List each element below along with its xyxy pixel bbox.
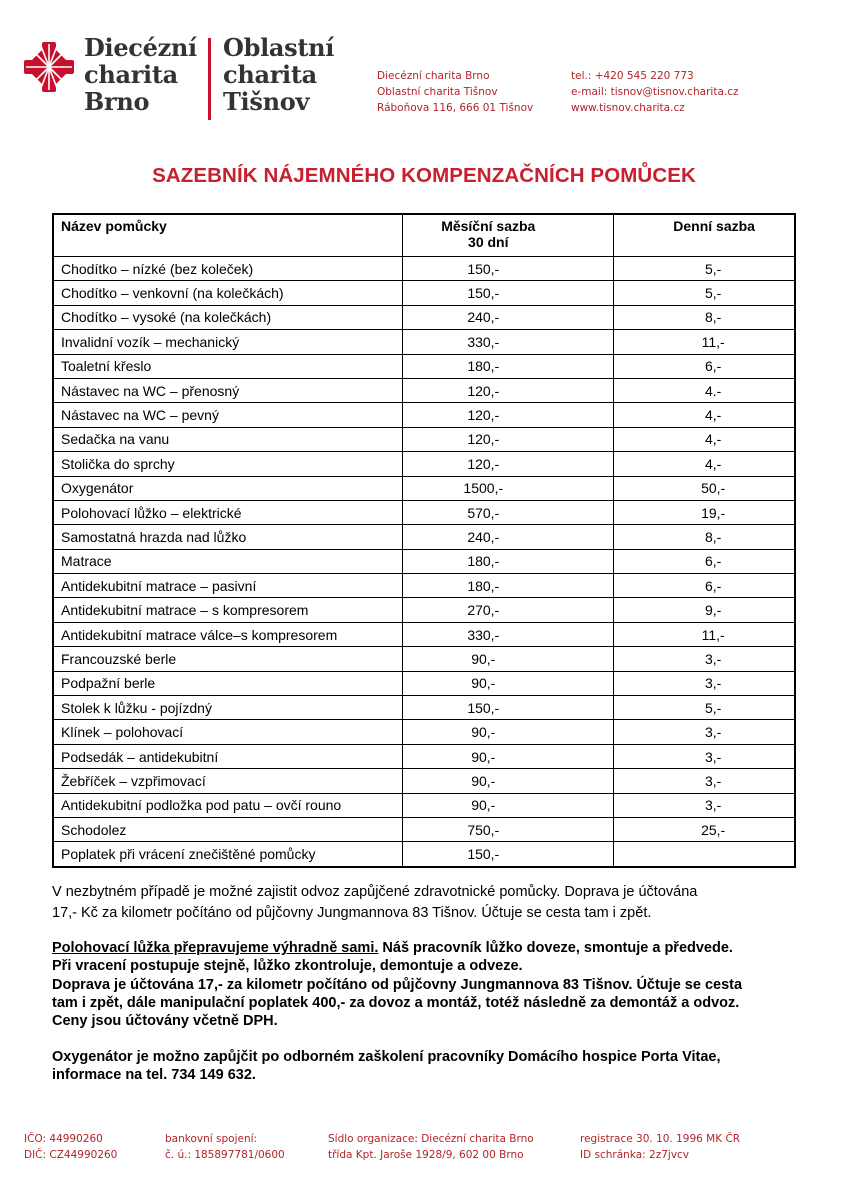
- page-title: SAZEBNÍK NÁJEMNÉHO KOMPENZAČNÍCH POMŮCEK: [152, 164, 696, 187]
- monthly-rate-cell: 120,-: [403, 452, 614, 476]
- monthly-rate-cell: 90,-: [403, 647, 614, 671]
- item-name-cell: Žebříček – vzpřimovací: [53, 769, 403, 793]
- daily-rate-cell: 3,-: [614, 769, 795, 793]
- daily-rate-cell: 50,-: [614, 476, 795, 500]
- table-row: [53, 257, 795, 281]
- footer-line: DIČ: CZ44990260: [24, 1149, 118, 1161]
- monthly-rate-cell: 90,-: [403, 744, 614, 768]
- monthly-rate-cell: 120,-: [403, 427, 614, 451]
- table-row: [53, 305, 795, 329]
- footer-line: Sídlo organizace: Diecézní charita Brno: [328, 1133, 534, 1145]
- note-line-rest: Náš pracovník lůžko doveze, smontuje a předvede.: [378, 940, 733, 956]
- note-line: Doprava je účtována 17,- za kilometr počítáno od půjčovny Jungmannova 83 Tišnov. Účtuje se cesta: [52, 976, 743, 993]
- footer-line: IČO: 44990260: [24, 1133, 103, 1145]
- table-row: [53, 500, 795, 524]
- item-name-cell: Antidekubitní matrace válce–s kompresorem: [53, 622, 403, 646]
- monthly-rate-cell: 90,-: [403, 769, 614, 793]
- monthly-rate-cell: 270,-: [403, 598, 614, 622]
- table-row: [53, 452, 795, 476]
- header-divider: [208, 38, 211, 120]
- monthly-rate-cell: 120,-: [403, 403, 614, 427]
- footer-bank: [165, 1131, 285, 1163]
- monthly-rate-cell: 240,-: [403, 525, 614, 549]
- monthly-rate-cell: 150,-: [403, 696, 614, 720]
- monthly-rate-cell: 90,-: [403, 793, 614, 817]
- item-name-cell: Stolek k lůžku - pojízdný: [53, 696, 403, 720]
- table-row: [53, 842, 795, 867]
- daily-rate-cell: 4,-: [614, 452, 795, 476]
- table-row: [53, 549, 795, 573]
- daily-rate-cell: 11,-: [614, 330, 795, 354]
- item-name-cell: Podpažní berle: [53, 671, 403, 695]
- note-line: Ceny jsou účtovány včetně DPH.: [52, 1013, 278, 1030]
- item-name-cell: Antidekubitní matrace – s kompresorem: [53, 598, 403, 622]
- item-name-cell: Poplatek při vrácení znečištěné pomůcky: [53, 842, 403, 867]
- daily-rate-cell: 3,-: [614, 793, 795, 817]
- item-name-cell: Nástavec na WC – pevný: [53, 403, 403, 427]
- phone-text: tel.: +420 545 220 773: [571, 70, 694, 82]
- table-row: [53, 354, 795, 378]
- table-header-row: [53, 214, 795, 257]
- org-name-diecezni: [84, 34, 197, 115]
- monthly-rate-cell: 90,-: [403, 720, 614, 744]
- header-contacts: [571, 68, 739, 116]
- table-row: [53, 671, 795, 695]
- footer-line: třída Kpt. Jaroše 1928/9, 602 00 Brno: [328, 1149, 524, 1161]
- table-row: [53, 574, 795, 598]
- item-name-cell: Nástavec na WC – přenosný: [53, 378, 403, 402]
- table-row: [53, 769, 795, 793]
- daily-rate-cell: 6,-: [614, 574, 795, 598]
- daily-rate-cell: 4,-: [614, 427, 795, 451]
- monthly-rate-cell: 150,-: [403, 257, 614, 281]
- note-line: informace na tel. 734 149 632.: [52, 1067, 256, 1084]
- daily-rate-cell: 4.-: [614, 378, 795, 402]
- daily-rate-cell: 8,-: [614, 305, 795, 329]
- item-name-cell: Chodítko – venkovní (na kolečkách): [53, 281, 403, 305]
- table-row: [53, 598, 795, 622]
- daily-rate-cell: 3,-: [614, 720, 795, 744]
- monthly-rate-cell: 330,-: [403, 330, 614, 354]
- charita-cross-logo: [22, 40, 76, 94]
- item-name-cell: Francouzské berle: [53, 647, 403, 671]
- table-row: [53, 281, 795, 305]
- item-name-cell: Schodolez: [53, 817, 403, 841]
- footer-line: č. ú.: 185897781/0600: [165, 1149, 285, 1161]
- daily-rate-cell: 8,-: [614, 525, 795, 549]
- note-line: V nezbytném případě je možné zajistit odvoz zapůjčené zdravotnické pomůcky. Doprava je účtována: [52, 884, 698, 900]
- item-name-cell: Oxygenátor: [53, 476, 403, 500]
- address-line: Oblastní charita Tišnov: [377, 86, 498, 98]
- table-row: [53, 427, 795, 451]
- table-row: [53, 817, 795, 841]
- daily-rate-cell: 3,-: [614, 744, 795, 768]
- table-row: [53, 696, 795, 720]
- monthly-rate-cell: 750,-: [403, 817, 614, 841]
- header-address: [377, 68, 533, 116]
- column-header-monthly-line1: Měsíční sazba: [441, 218, 536, 234]
- note-line: tam i zpět, dále manipulační poplatek 400,- za dovoz a montáž, totéž následně za demontáž a odvoz.: [52, 994, 740, 1011]
- address-line: Diecézní charita Brno: [377, 70, 490, 82]
- table-row: [53, 330, 795, 354]
- daily-rate-cell: 19,-: [614, 500, 795, 524]
- monthly-rate-cell: 180,-: [403, 549, 614, 573]
- org-right-line: charita: [223, 60, 317, 89]
- monthly-rate-cell: 570,-: [403, 500, 614, 524]
- table-row: [53, 622, 795, 646]
- footer-registry: [580, 1131, 740, 1163]
- table-row: [53, 476, 795, 500]
- table-row: [53, 378, 795, 402]
- monthly-rate-cell: 150,-: [403, 842, 614, 867]
- email-link[interactable]: e-mail: tisnov@tisnov.charita.cz: [571, 86, 739, 98]
- note-line: Oxygenátor je možno zapůjčit po odborném zaškolení pracovníky Domácího hospice Porta Vitae,: [52, 1049, 721, 1065]
- footer-line: registrace 30. 10. 1996 MK ČR: [580, 1133, 741, 1145]
- daily-rate-cell: 5,-: [614, 696, 795, 720]
- org-left-line: Brno: [84, 87, 150, 116]
- item-name-cell: Polohovací lůžko – elektrické: [53, 500, 403, 524]
- monthly-rate-cell: 180,-: [403, 574, 614, 598]
- item-name-cell: Samostatná hrazda nad lůžko: [53, 525, 403, 549]
- item-name-cell: Antidekubitní matrace – pasivní: [53, 574, 403, 598]
- daily-rate-cell: 3,-: [614, 647, 795, 671]
- website-link[interactable]: www.tisnov.charita.cz: [571, 102, 685, 114]
- underlined-statement: Polohovací lůžka přepravujeme výhradně sami.: [52, 940, 379, 956]
- item-name-cell: Stolička do sprchy: [53, 452, 403, 476]
- item-name-cell: Antidekubitní podložka pod patu – ovčí rouno: [53, 793, 403, 817]
- daily-rate-cell: 6,-: [614, 354, 795, 378]
- monthly-rate-cell: 180,-: [403, 354, 614, 378]
- rental-rates-table: [52, 213, 796, 868]
- table-row: [53, 720, 795, 744]
- daily-rate-cell: 11,-: [614, 622, 795, 646]
- note-line: 17,- Kč za kilometr počítáno od půjčovny Jungmannova 83 Tišnov. Účtuje se cesta tam i zpět.: [52, 905, 652, 921]
- address-line: Rábоňova 116, 666 01 Tišnov: [377, 102, 534, 114]
- monthly-rate-cell: 150,-: [403, 281, 614, 305]
- daily-rate-cell: 4,-: [614, 403, 795, 427]
- table-row: [53, 525, 795, 549]
- table-row: [53, 403, 795, 427]
- note-line: Při vracení postupuje stejně, lůžko zkontroluje, demontuje a odveze.: [52, 958, 523, 975]
- item-name-cell: Matrace: [53, 549, 403, 573]
- table-row: [53, 793, 795, 817]
- table-row: [53, 647, 795, 671]
- table-row: [53, 744, 795, 768]
- footer-line: ID schránka: 2z7jvcv: [580, 1149, 690, 1161]
- column-header-daily: Denní sazba: [614, 214, 795, 257]
- org-right-line: Oblastní: [223, 33, 335, 62]
- org-name-oblastni: [223, 34, 334, 115]
- item-name-cell: Sedačka na vanu: [53, 427, 403, 451]
- org-left-line: charita: [84, 60, 178, 89]
- footer-ids: [24, 1131, 117, 1163]
- monthly-rate-cell: 120,-: [403, 378, 614, 402]
- daily-rate-cell: 6,-: [614, 549, 795, 573]
- column-header-monthly: [403, 214, 614, 257]
- column-header-name: Název pomůcky: [53, 214, 403, 257]
- daily-rate-cell: 3,-: [614, 671, 795, 695]
- daily-rate-cell: 9,-: [614, 598, 795, 622]
- daily-rate-cell: 5,-: [614, 281, 795, 305]
- footer-seat: [328, 1131, 534, 1163]
- item-name-cell: Chodítko – vysoké (na kolečkách): [53, 305, 403, 329]
- daily-rate-cell: [614, 842, 795, 867]
- footer-line: bankovní spojení:: [165, 1133, 258, 1145]
- column-header-monthly-line2: 30 dní: [468, 234, 509, 250]
- monthly-rate-cell: 90,-: [403, 671, 614, 695]
- monthly-rate-cell: 1500,-: [403, 476, 614, 500]
- monthly-rate-cell: 240,-: [403, 305, 614, 329]
- monthly-rate-cell: 330,-: [403, 622, 614, 646]
- item-name-cell: Chodítko – nízké (bez koleček): [53, 257, 403, 281]
- oxygenator-note: [52, 1048, 812, 1085]
- item-name-cell: Klínek – polohovací: [53, 720, 403, 744]
- item-name-cell: Invalidní vozík – mechanický: [53, 330, 403, 354]
- org-right-line: Tišnov: [223, 87, 310, 116]
- item-name-cell: Podsedák – antidekubitní: [53, 744, 403, 768]
- bed-transport-note: [52, 939, 812, 1030]
- org-left-line: Diecézní: [84, 33, 197, 62]
- note-line: [52, 939, 812, 957]
- transport-note: [52, 882, 812, 924]
- daily-rate-cell: 5,-: [614, 257, 795, 281]
- item-name-cell: Toaletní křeslo: [53, 354, 403, 378]
- daily-rate-cell: 25,-: [614, 817, 795, 841]
